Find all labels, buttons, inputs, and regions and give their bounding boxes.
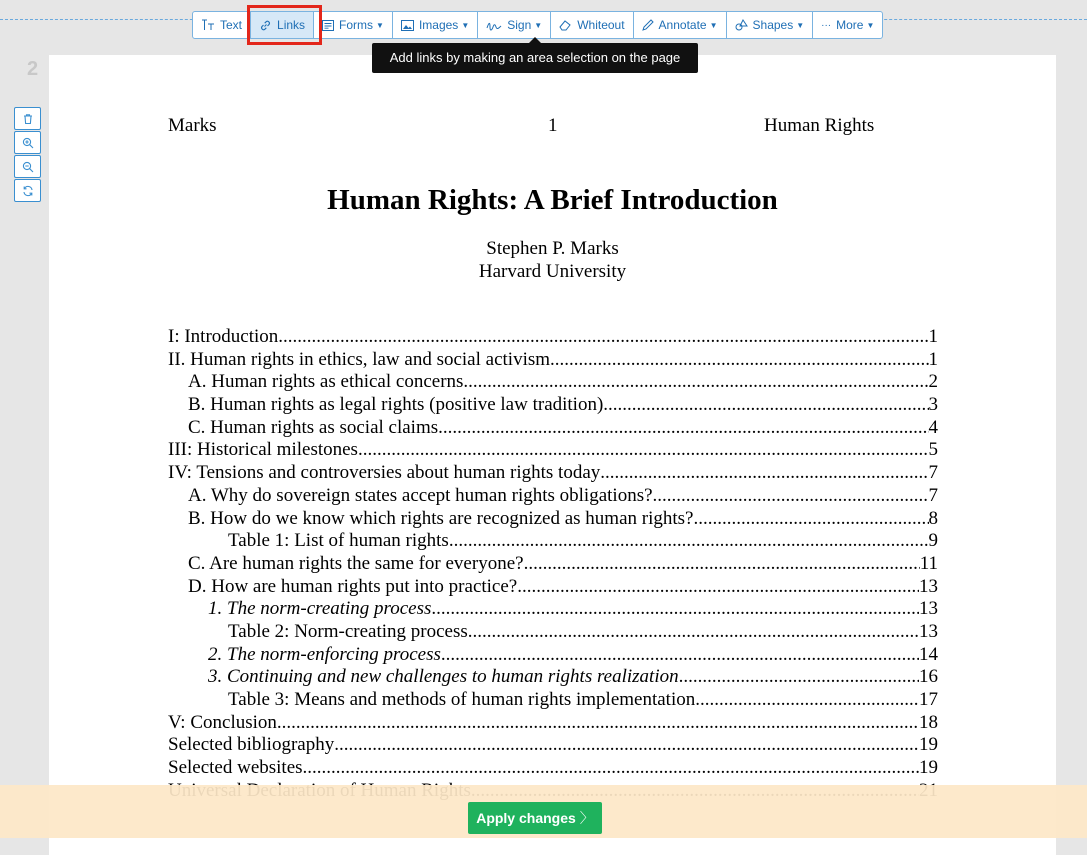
- more-tool-button[interactable]: ··· More ▼: [821, 18, 875, 32]
- toc-entry: 2. The norm-enforcing process ..... 14: [168, 644, 938, 667]
- page-number-indicator: 2: [27, 58, 39, 80]
- zoom-out-icon: [22, 161, 34, 173]
- running-header-page: 1: [548, 115, 558, 136]
- apply-changes-button[interactable]: Apply changes 〉: [468, 802, 602, 834]
- pdf-page[interactable]: [49, 55, 1056, 855]
- toc-entry: A. Human rights as ethical concerns ..... 2: [168, 371, 938, 394]
- chevron-right-icon: 〉: [579, 810, 594, 826]
- toc-entry: B. How do we know which rights are recognized as human rights? ..... 8: [168, 508, 938, 531]
- toc-entry: II. Human rights in ethics, law and social activism ..... 1: [168, 349, 938, 372]
- chevron-down-icon: ▼: [796, 20, 805, 30]
- toc-entry: IV: Tensions and controversies about human rights today ..... 7: [168, 462, 938, 485]
- eraser-icon: [559, 19, 572, 31]
- chevron-down-icon: ▼: [534, 20, 543, 30]
- toc-entry: 3. Continuing and new challenges to human rights realization ..... 16: [168, 666, 938, 689]
- whiteout-tool-button[interactable]: Whiteout: [551, 12, 633, 38]
- text-icon: [201, 19, 215, 31]
- text-tool-button[interactable]: Text: [193, 12, 251, 38]
- annotate-tool-button[interactable]: Annotate ▼: [634, 12, 727, 38]
- shapes-icon: [735, 19, 748, 31]
- document-affiliation: Harvard University: [478, 261, 627, 282]
- zoom-out-button[interactable]: [14, 155, 41, 178]
- toc-entry: A. Why do sovereign states accept human rights obligations? ..... 7: [168, 485, 938, 508]
- sign-tool-button[interactable]: Sign ▼: [478, 12, 551, 38]
- forms-tool-button[interactable]: Forms ▼: [314, 12, 393, 38]
- toc-entry: Table 1: List of human rights ..... 9: [168, 530, 938, 553]
- toc-entry: C. Are human rights the same for everyone? ..... 11: [168, 553, 938, 576]
- document-author: Stephen P. Marks: [486, 238, 619, 259]
- signature-icon: [486, 20, 502, 31]
- chevron-down-icon: ▼: [376, 20, 384, 30]
- toc-entry: V: Conclusion ..... 18: [168, 712, 938, 735]
- chevron-down-icon: ▼: [866, 20, 875, 30]
- links-highlight-box: [247, 5, 322, 45]
- page-side-tools: [14, 107, 41, 203]
- pen-icon: [642, 19, 654, 31]
- toc-entry: Table 2: Norm-creating process ..... 13: [168, 621, 938, 644]
- toc-entry: Table 3: Means and methods of human rights implementation ..... 17: [168, 689, 938, 712]
- toc-entry: III: Historical milestones ..... 5: [168, 439, 938, 462]
- toc-entry: B. Human rights as legal rights (positive law tradition) ..... 3: [168, 394, 938, 417]
- running-header-right: Human Rights: [764, 115, 875, 136]
- delete-page-button[interactable]: [14, 107, 41, 130]
- toc-entry: C. Human rights as social claims ..... 4: [168, 417, 938, 440]
- document-title: Human Rights: A Brief Introduction: [327, 184, 778, 216]
- running-header-left: Marks: [168, 115, 217, 136]
- toc-entry: I: Introduction ..... 1: [168, 326, 938, 349]
- links-tooltip: Add links by making an area selection on the page: [372, 43, 698, 73]
- chevron-down-icon: ▼: [709, 20, 718, 30]
- toc-entry: Selected bibliography ..... 19: [168, 734, 938, 757]
- zoom-in-icon: [22, 137, 34, 149]
- toc-entry: Selected websites ..... 19: [168, 757, 938, 780]
- trash-icon: [22, 113, 34, 125]
- zoom-in-button[interactable]: [14, 131, 41, 154]
- links-tool-button[interactable]: Links: [251, 12, 314, 38]
- image-icon: [401, 20, 414, 31]
- shapes-tool-button[interactable]: Shapes ▼: [727, 12, 814, 38]
- rotate-icon: [22, 185, 34, 197]
- form-icon: [322, 20, 334, 31]
- chevron-down-icon: ▼: [461, 20, 470, 30]
- toc-entry: D. How are human rights put into practice? ..... 13: [168, 576, 938, 599]
- ellipsis-icon: ···: [821, 19, 832, 31]
- images-tool-button[interactable]: Images ▼: [393, 12, 478, 38]
- rotate-page-button[interactable]: [14, 179, 41, 202]
- table-of-contents: [168, 326, 938, 802]
- toc-entry: 1. The norm-creating process ..... 13: [168, 598, 938, 621]
